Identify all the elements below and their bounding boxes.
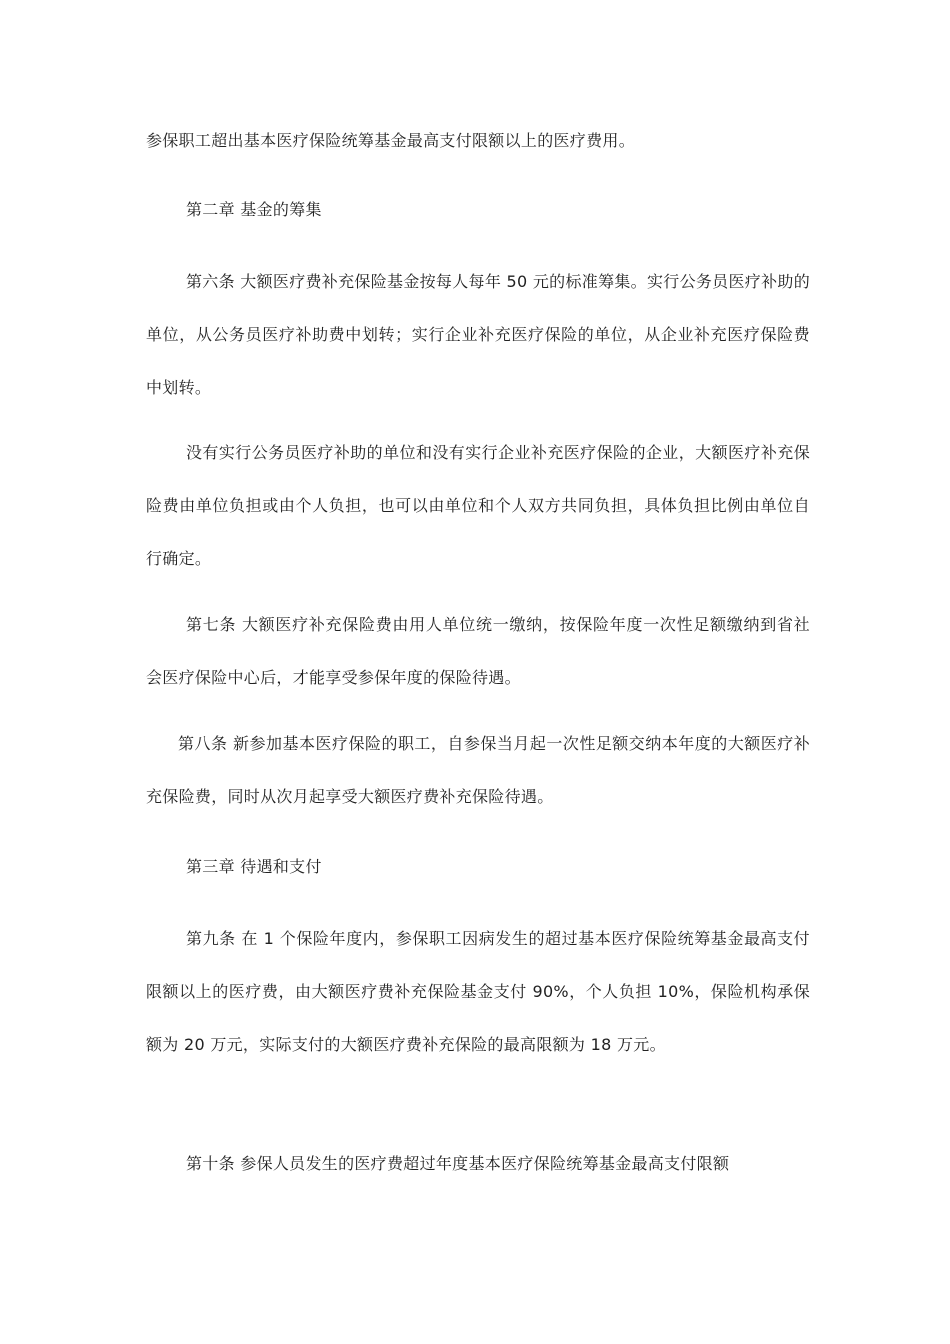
article-7-paragraph: 第七条 大额医疗补充保险费由用人单位统一缴纳，按保险年度一次性足额缴纳到省社会医疗保险中心后，才能享受参保年度的保险待遇。 bbox=[146, 615, 810, 687]
article-8-paragraph: 第八条 新参加基本医疗保险的职工，自参保当月起一次性足额交纳本年度的大额医疗补充保险费，同时从次月起享受大额医疗费补充保险待遇。 bbox=[146, 734, 810, 806]
article-6-paragraph: 第六条 大额医疗费补充保险基金按每人每年 50 元的标准筹集。实行公务员医疗补助的单位，从公务员医疗补助费中划转；实行企业补充医疗保险的单位，从企业补充医疗保险费中划转。 bbox=[146, 272, 810, 397]
funding-responsibility-paragraph: 没有实行公务员医疗补助的单位和没有实行企业补充医疗保险的企业，大额医疗补充保险费由单位负担或由个人负担，也可以由单位和个人双方共同负担，具体负担比例由单位自行确定。 bbox=[146, 443, 810, 568]
article-9-paragraph: 第九条 在 1 个保险年度内，参保职工因病发生的超过基本医疗保险统筹基金最高支付限额以上的医疗费，由大额医疗费补充保险基金支付 90%，个人负担 10%，保险机构承保额为 20 万元，实际支付的大额医疗费补充保险的最高限额为 18 万元。 bbox=[146, 929, 810, 1054]
article-10-paragraph: 第十条 参保人员发生的医疗费超过年度基本医疗保险统筹基金最高支付限额 bbox=[186, 1154, 730, 1173]
chapter-3-heading: 第三章 待遇和支付 bbox=[186, 857, 322, 876]
chapter-2-heading: 第二章 基金的筹集 bbox=[186, 200, 322, 219]
paragraph-continuation: 参保职工超出基本医疗保险统筹基金最高支付限额以上的医疗费用。 bbox=[146, 131, 636, 150]
